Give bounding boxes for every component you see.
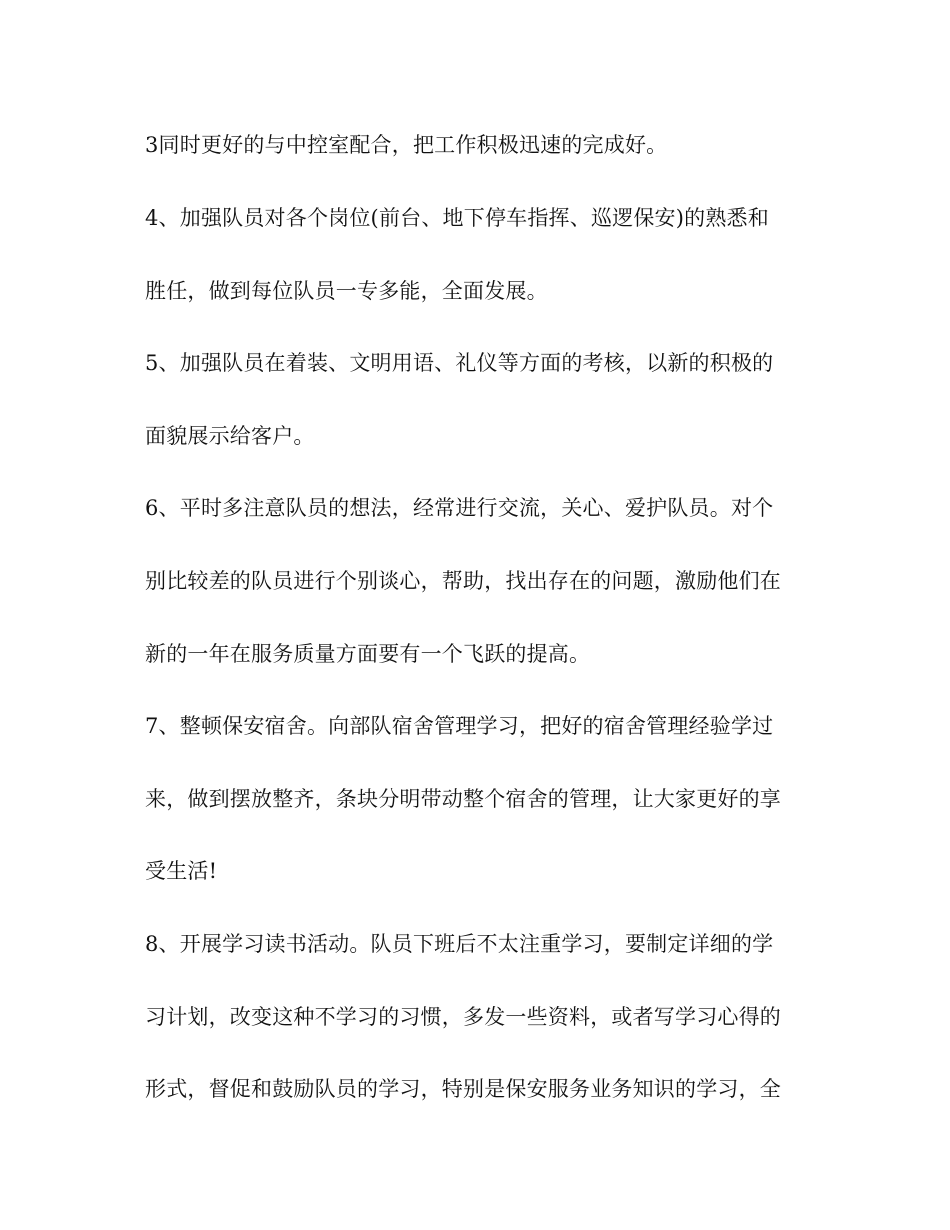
text-line: 面貌展示给客户。 (145, 424, 315, 448)
text-line: 习计划，改变这种不学习的习惯，多发一些资料，或者写学习心得的 (145, 1005, 781, 1029)
text-line: 新的一年在服务质量方面要有一个飞跃的提高。 (145, 642, 591, 666)
text-line: 受生活! (145, 859, 218, 883)
text-line: 7、整顿保安宿舍。向部队宿舍管理学习，把好的宿舍管理经验学过 (145, 714, 774, 738)
text-line: 5、加强队员在着装、文明用语、礼仪等方面的考核，以新的积极的 (145, 351, 774, 375)
text-line: 8、开展学习读书活动。队员下班后不太注重学习，要制定详细的学 (145, 932, 774, 956)
text-line: 4、加强队员对各个岗位(前台、地下停车指挥、巡逻保安)的熟悉和 (145, 206, 769, 230)
text-line: 形式，督促和鼓励队员的学习，特别是保安服务业务知识的学习，全 (145, 1077, 781, 1101)
text-line: 胜任，做到每位队员一专多能，全面发展。 (145, 279, 548, 303)
text-line: 来，做到摆放整齐，条块分明带动整个宿舍的管理，让大家更好的享 (145, 787, 781, 811)
text-line: 别比较差的队员进行个别谈心，帮助，找出存在的问题，激励他们在 (145, 569, 781, 593)
text-line: 3同时更好的与中控室配合，把工作积极迅速的完成好。 (145, 133, 668, 157)
text-line: 6、平时多注意队员的想法，经常进行交流，关心、爱护队员。对个 (145, 496, 774, 520)
